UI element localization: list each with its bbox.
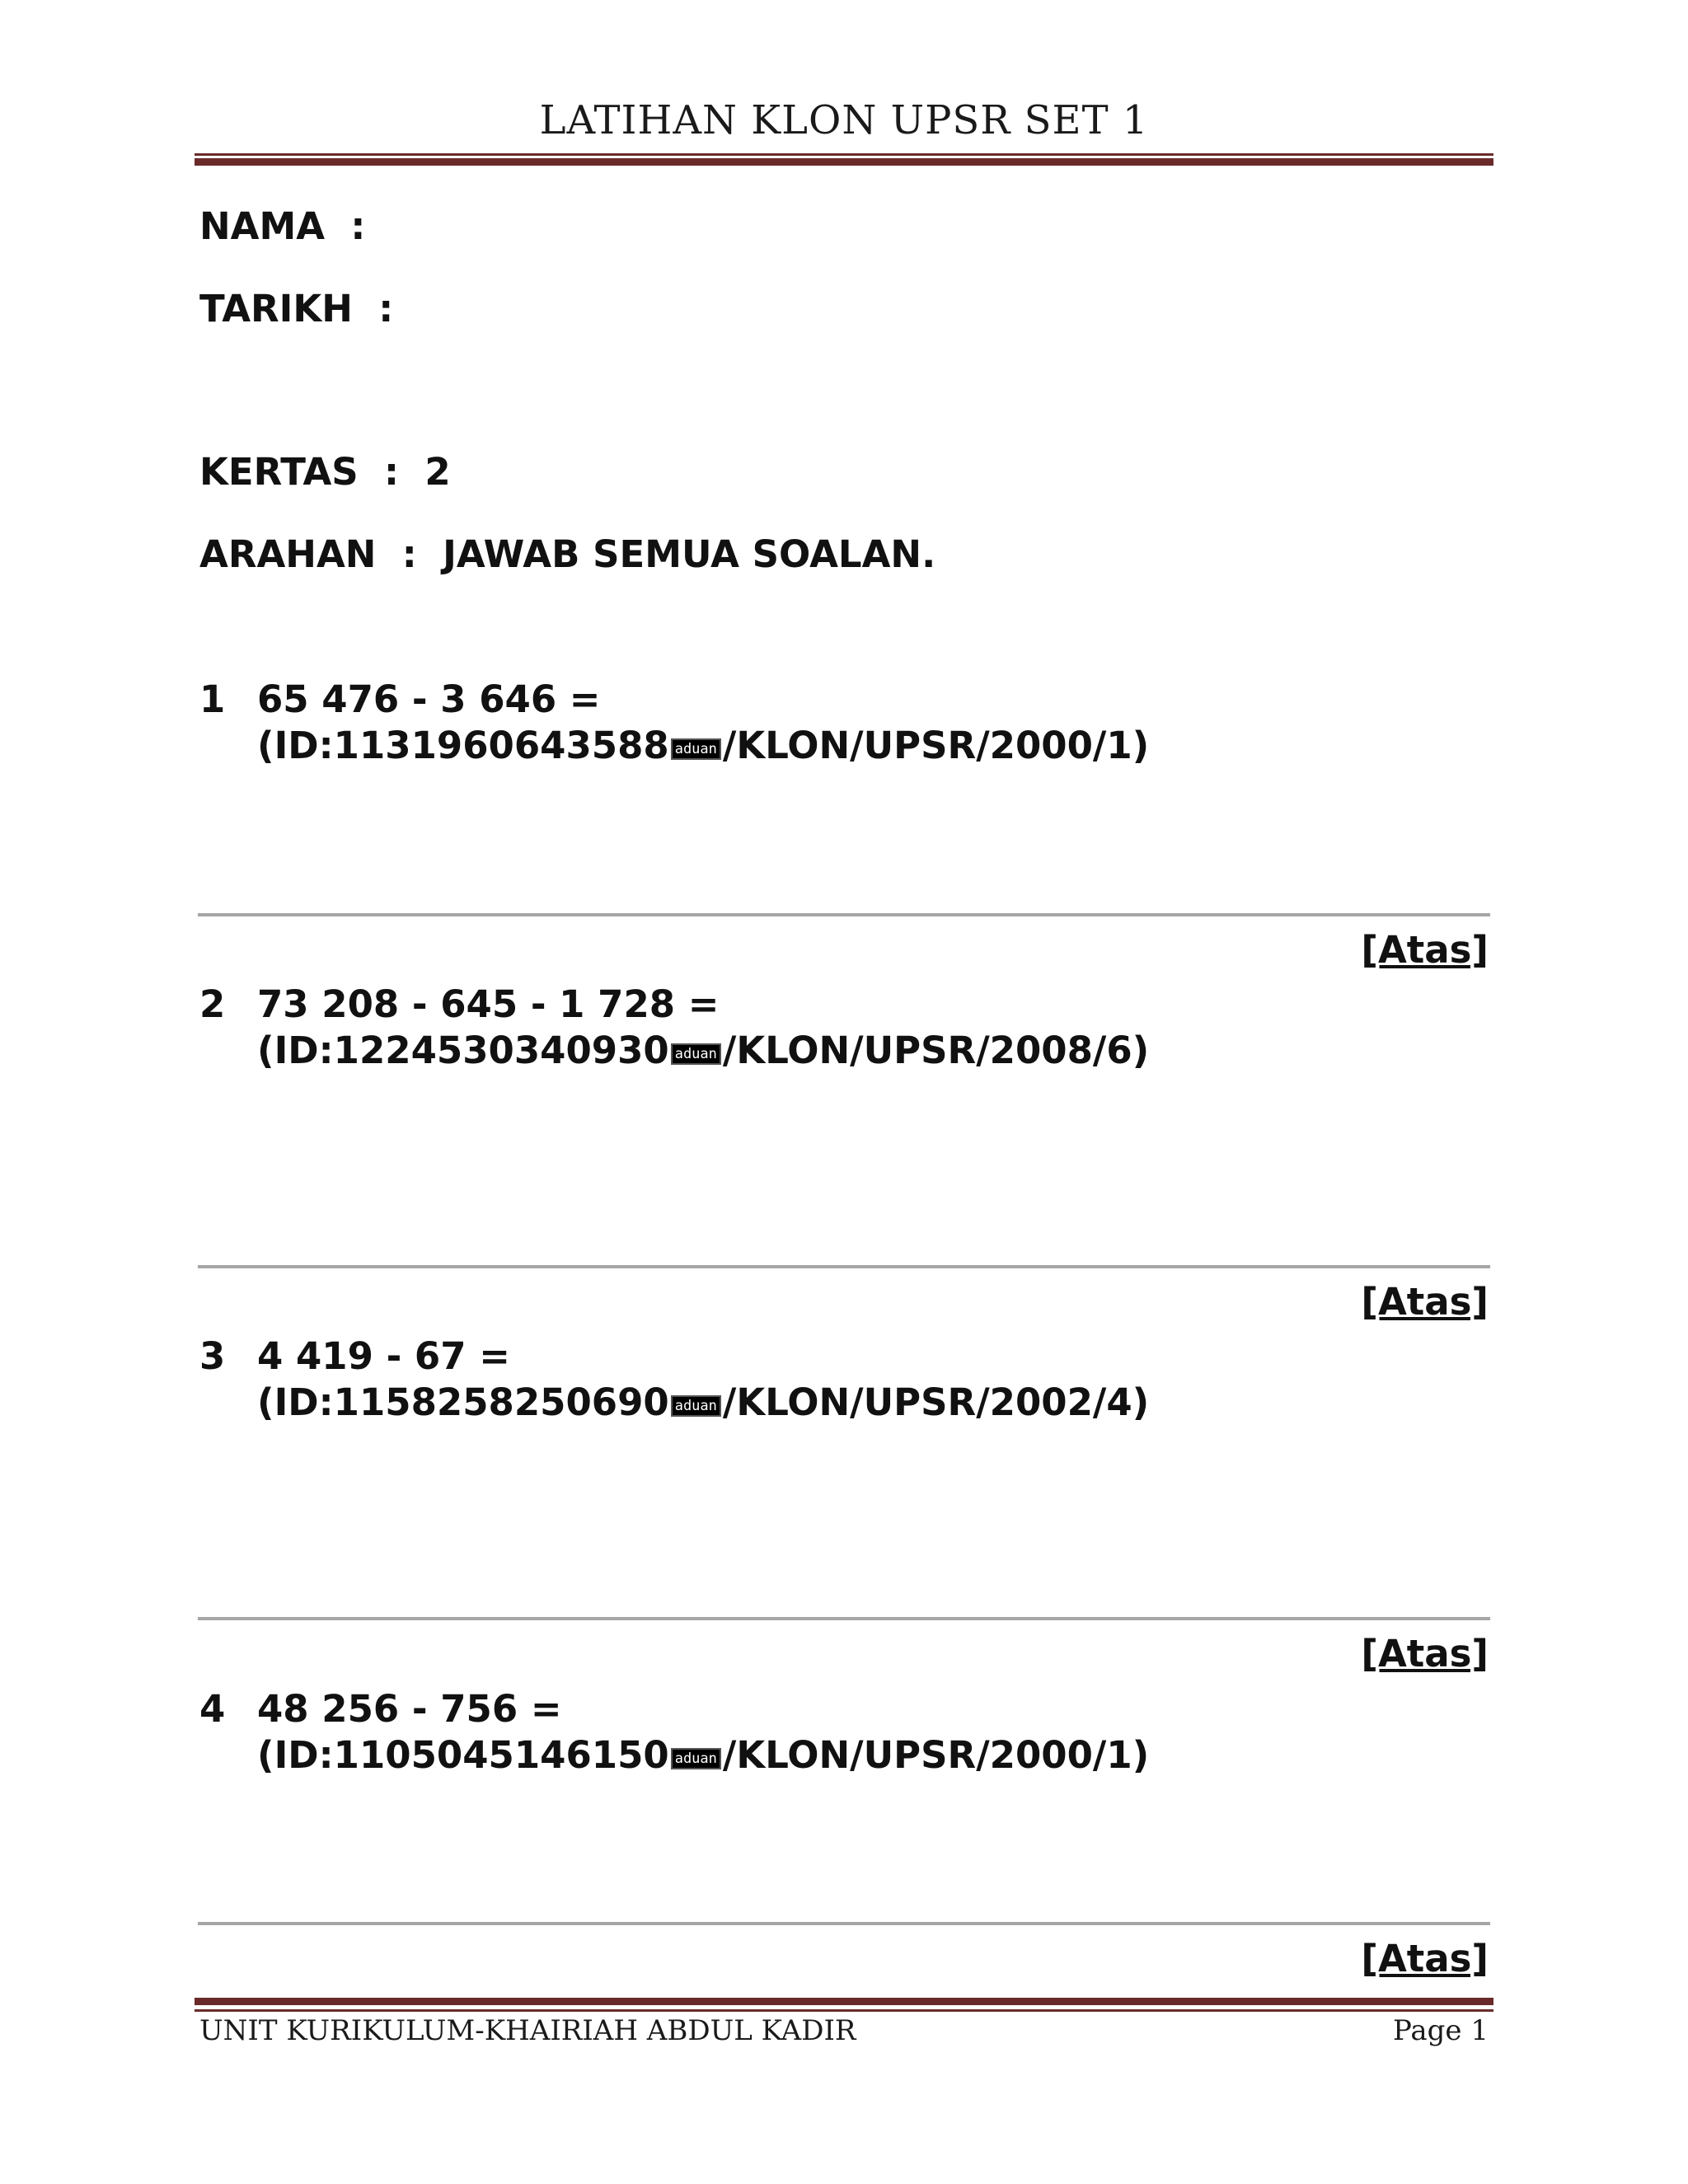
header-rule-thin	[195, 153, 1493, 156]
date-field-label: TARIKH :	[199, 287, 394, 330]
question-id-suffix: /KLON/UPSR/2000/1)	[722, 1733, 1150, 1777]
page-number: Page 1	[1393, 2014, 1489, 2047]
question-id	[257, 1380, 1149, 1424]
aduan-badge[interactable]: aduan	[671, 1395, 721, 1417]
aduan-badge[interactable]: aduan	[671, 738, 721, 760]
back-to-top-link[interactable]: [Atas]	[1361, 1632, 1489, 1675]
aduan-badge[interactable]: aduan	[671, 1043, 721, 1065]
question-expression: 48 256 - 756 =	[257, 1687, 562, 1731]
question-number: 2	[199, 982, 226, 1026]
question-id-suffix: /KLON/UPSR/2008/6)	[722, 1029, 1150, 1072]
back-to-top-link[interactable]: [Atas]	[1361, 1937, 1489, 1980]
back-to-top-link[interactable]: [Atas]	[1361, 1280, 1489, 1324]
footer-rule-thick	[195, 1998, 1493, 2005]
footer-rule-thin	[195, 2009, 1493, 2012]
question-expression: 65 476 - 3 646 =	[257, 677, 601, 721]
question-id-prefix: (ID:1224530340930	[257, 1029, 669, 1072]
page-title: LATIHAN KLON UPSR SET 1	[539, 97, 1149, 143]
question-separator	[198, 1617, 1490, 1620]
question-id-prefix: (ID:1158258250690	[257, 1380, 669, 1424]
question-number: 1	[199, 677, 226, 721]
question-id-prefix: (ID:1105045146150	[257, 1733, 669, 1777]
question-id-suffix: /KLON/UPSR/2002/4)	[722, 1380, 1150, 1424]
instruction-label: ARAHAN : JAWAB SEMUA SOALAN.	[199, 532, 936, 576]
question-id	[257, 1029, 1149, 1072]
question-separator	[198, 913, 1490, 916]
question-id-prefix: (ID:1131960643588	[257, 724, 669, 767]
header-rule-thick	[195, 158, 1493, 166]
question-number: 3	[199, 1334, 226, 1378]
question-number: 4	[199, 1687, 226, 1731]
paper-field-label: KERTAS : 2	[199, 450, 451, 494]
name-field-label: NAMA :	[199, 204, 366, 248]
footer-author: UNIT KURIKULUM-KHAIRIAH ABDUL KADIR	[199, 2014, 856, 2047]
question-separator	[198, 1265, 1490, 1268]
question-id-suffix: /KLON/UPSR/2000/1)	[722, 724, 1150, 767]
question-separator	[198, 1922, 1490, 1925]
question-expression: 4 419 - 67 =	[257, 1334, 510, 1378]
question-expression: 73 208 - 645 - 1 728 =	[257, 982, 720, 1026]
aduan-badge[interactable]: aduan	[671, 1748, 721, 1769]
question-id	[257, 724, 1149, 767]
question-id	[257, 1733, 1149, 1777]
back-to-top-link[interactable]: [Atas]	[1361, 928, 1489, 972]
